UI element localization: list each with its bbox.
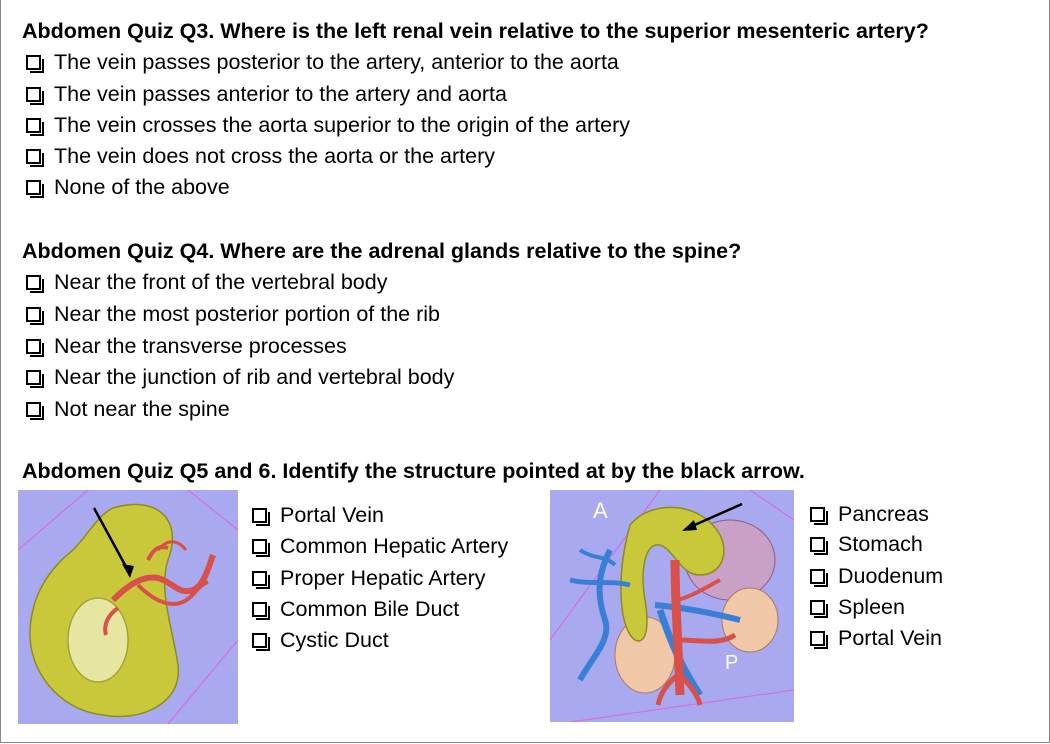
q6-option-4[interactable] — [810, 594, 905, 620]
checkbox[interactable] — [810, 631, 825, 646]
q6-option-5[interactable] — [810, 625, 942, 651]
q5-option-3[interactable] — [252, 565, 486, 591]
checkbox[interactable] — [26, 370, 41, 385]
q56-question: Abdomen Quiz Q5 and 6. Identify the structure pointed at by the black arrow. — [22, 459, 805, 483]
q6-option-1[interactable] — [810, 501, 929, 527]
posterior-label: P — [725, 652, 739, 674]
checkbox[interactable] — [810, 537, 825, 552]
q3-option-4-label: The vein does not cross the aorta or the artery — [54, 144, 495, 168]
q5-option-2-label: Common Hepatic Artery — [280, 534, 509, 558]
checkbox[interactable] — [26, 402, 41, 417]
q4-option-1-label: Near the front of the vertebral body — [54, 270, 388, 294]
checkbox[interactable] — [252, 602, 267, 617]
checkbox[interactable] — [26, 180, 41, 195]
q5-option-5-label: Cystic Duct — [280, 628, 389, 652]
q3-option-5-label: None of the above — [54, 175, 230, 199]
checkbox[interactable] — [252, 633, 267, 648]
q6-option-1-label: Pancreas — [838, 502, 929, 526]
q6-option-2-label: Stomach — [838, 532, 923, 556]
q3-option-5[interactable] — [26, 174, 230, 200]
abdominal-organs-figure — [550, 490, 794, 722]
q5-option-2[interactable] — [252, 533, 508, 559]
q4-option-1[interactable] — [26, 269, 387, 295]
q6-option-3[interactable] — [810, 563, 943, 589]
checkbox[interactable] — [810, 600, 825, 615]
q3-question: Abdomen Quiz Q3. Where is the left renal vein relative to the superior mesenteric artery? — [22, 19, 929, 43]
checkbox[interactable] — [252, 571, 267, 586]
q4-option-2-label: Near the most posterior portion of the rib — [54, 302, 440, 326]
q3-option-3-label: The vein crosses the aorta superior to the origin of the artery — [54, 113, 631, 137]
q3-option-4[interactable] — [26, 143, 495, 169]
q5-option-4-label: Common Bile Duct — [280, 597, 460, 621]
q4-option-4[interactable] — [26, 364, 454, 390]
q5-option-5[interactable] — [252, 627, 389, 653]
q6-option-5-label: Portal Vein — [838, 626, 942, 650]
checkbox[interactable] — [252, 539, 267, 554]
anterior-label: A — [593, 498, 608, 523]
q6-option-3-label: Duodenum — [838, 564, 944, 588]
checkbox[interactable] — [810, 569, 825, 584]
q5-option-4[interactable] — [252, 596, 459, 622]
checkbox[interactable] — [26, 149, 41, 164]
checkbox[interactable] — [26, 118, 41, 133]
liver-anatomy-figure — [18, 490, 238, 724]
q5-option-1[interactable] — [252, 502, 384, 528]
q4-option-2[interactable] — [26, 301, 440, 327]
checkbox[interactable] — [26, 275, 41, 290]
q3-option-1[interactable] — [26, 49, 619, 75]
q3-option-3[interactable] — [26, 112, 630, 138]
q4-option-5-label: Not near the spine — [54, 397, 230, 421]
q6-option-2[interactable] — [810, 531, 923, 557]
q5-option-3-label: Proper Hepatic Artery — [280, 566, 486, 590]
q3-option-1-label: The vein passes posterior to the artery, anterior to the aorta — [54, 50, 619, 74]
q4-option-3-label: Near the transverse processes — [54, 334, 347, 358]
q4-question: Abdomen Quiz Q4. Where are the adrenal glands relative to the spine? — [22, 239, 742, 263]
q5-option-1-label: Portal Vein — [280, 503, 384, 527]
checkbox[interactable] — [810, 507, 825, 522]
checkbox[interactable] — [252, 508, 267, 523]
checkbox[interactable] — [26, 307, 41, 322]
q4-option-3[interactable] — [26, 333, 347, 359]
q3-option-2-label: The vein passes anterior to the artery and aorta — [54, 82, 507, 106]
checkbox[interactable] — [26, 55, 41, 70]
q4-option-4-label: Near the junction of rib and vertebral body — [54, 365, 455, 389]
checkbox[interactable] — [26, 339, 41, 354]
q6-option-4-label: Spleen — [838, 595, 905, 619]
q3-option-2[interactable] — [26, 81, 507, 107]
checkbox[interactable] — [26, 87, 41, 102]
q4-option-5[interactable] — [26, 396, 230, 422]
